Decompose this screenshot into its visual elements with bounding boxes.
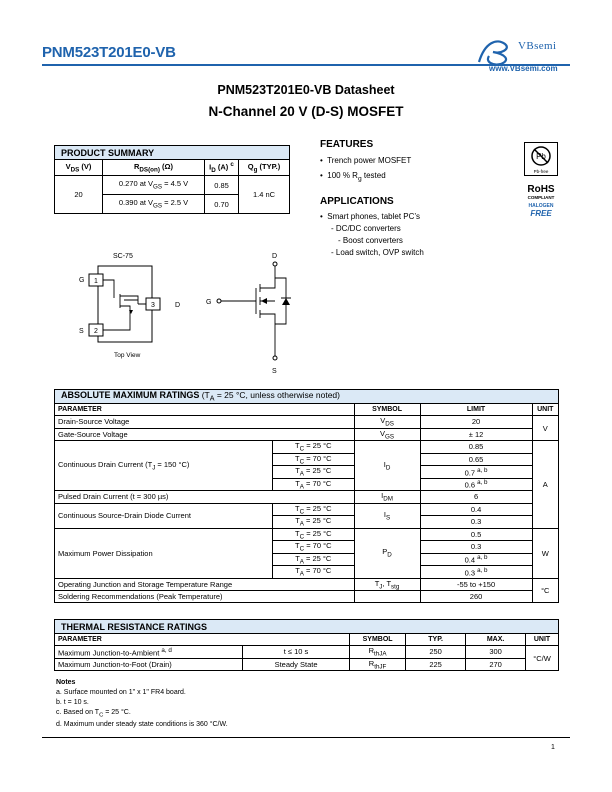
row-condition: $T_C = 70$ °C [273, 453, 355, 466]
row-value: 0.3 [420, 516, 532, 529]
features-heading: FEATURES [320, 139, 374, 150]
application-item: - Load switch, OVP switch [331, 248, 424, 257]
row-condition: $T_C = 25$ °C [273, 503, 355, 516]
row-value: 0.4 [420, 503, 532, 516]
row-label: Drain-Source Voltage [55, 416, 355, 429]
feature-item: • Trench power MOSFET [320, 156, 412, 165]
col-symbol: SYMBOL [354, 404, 420, 416]
svg-text:G: G [79, 277, 85, 284]
row-unit: W [532, 528, 558, 578]
row-unit: °C/W [526, 646, 559, 671]
svg-text:2: 2 [94, 328, 98, 335]
thermal-resistance-table [54, 619, 559, 671]
footer-rule [42, 737, 570, 738]
row-value: 0.7 $^{a, b}$ [420, 466, 532, 479]
svg-text:SC-75: SC-75 [113, 253, 133, 260]
row-condition: $T_A = 70$ °C [273, 566, 355, 579]
free-label: FREE [530, 209, 552, 218]
note-d: d. Maximum under steady state conditions is 360 °C/W. [56, 721, 228, 729]
svg-text:Pb-free: Pb-free [533, 169, 549, 174]
thr-title: THERMAL RESISTANCE RATINGS [55, 620, 559, 634]
website-link[interactable]: www.VBsemi.com [489, 64, 558, 73]
row-condition: $T_A = 25$ °C [273, 516, 355, 529]
row-typ: 250 [406, 646, 466, 659]
col-unit: UNIT [526, 634, 559, 646]
row-unit: A [532, 441, 558, 529]
row-value: 0.3 [420, 541, 532, 554]
col-vds: $V_{DS}$ (V) [55, 160, 103, 176]
row-max: 270 [466, 658, 526, 671]
row-symbol: $T_J$, $T_{stg}$ [354, 578, 420, 591]
row-value: 0.65 [420, 453, 532, 466]
row-label: Maximum Junction-to-Foot (Drain) [55, 658, 243, 671]
mosfet-schematic [204, 248, 304, 376]
row-label: Pulsed Drain Current (t = 300 µs) [55, 491, 355, 504]
col-max: MAX. [466, 634, 526, 646]
row-condition: $T_C = 25$ °C [273, 528, 355, 541]
col-typ: TYP. [406, 634, 466, 646]
absolute-maximum-ratings-table [54, 389, 559, 603]
row-label: Continuous Drain Current ($T_J = 150$ °C) [55, 441, 273, 491]
row-condition: $T_A = 70$ °C [273, 478, 355, 491]
row-value: 0.5 [420, 528, 532, 541]
row-value: ± 12 [420, 428, 532, 441]
svg-text:Pb: Pb [536, 152, 546, 161]
notes-section [56, 678, 228, 730]
row-value: 0.3 $^{a, b}$ [420, 566, 532, 579]
col-symbol: SYMBOL [350, 634, 406, 646]
rohs-badge [524, 142, 558, 218]
row-value: 0.6 $^{a, b}$ [420, 478, 532, 491]
svg-text:D: D [175, 302, 181, 309]
rds-row2: 0.390 at $V_{GS} = 2.5$ V [103, 195, 205, 214]
row-condition: $T_A = 25$ °C [273, 553, 355, 566]
svg-text:D: D [272, 253, 278, 260]
row-label: Maximum Junction-to-Ambient $^{a, d}$ [55, 646, 243, 659]
col-rds: $R_{DS(on)}$ (Ω) [103, 160, 205, 176]
note-c: c. Based on $T_C = 25$ °C. [56, 709, 131, 719]
rohs-label: RoHS [527, 184, 555, 195]
row-condition: $T_C = 70$ °C [273, 541, 355, 554]
page-number: 1 [551, 744, 555, 751]
svg-text:Top View: Top View [114, 352, 141, 359]
svg-text:1: 1 [94, 278, 98, 285]
datasheet-title: PNM523T201E0-VB Datasheet [217, 83, 395, 97]
row-value: 0.4 $^{a, b}$ [420, 553, 532, 566]
row-label: Continuous Source-Drain Diode Current [55, 503, 273, 528]
row-max: 300 [466, 646, 526, 659]
row-condition: Steady State [243, 658, 350, 671]
svg-text:G: G [206, 299, 212, 306]
pb-free-icon [524, 142, 558, 176]
row-label: Maximum Power Dissipation [55, 528, 273, 578]
row-label: Gate-Source Voltage [55, 428, 355, 441]
svg-text:3: 3 [151, 302, 155, 309]
row-value: 0.85 [420, 441, 532, 454]
row-symbol [354, 591, 420, 603]
row-symbol: $I_D$ [354, 441, 420, 491]
col-id: $I_D$ (A) $^c$ [205, 160, 239, 176]
row-value: 20 [420, 416, 532, 429]
row-condition: $T_C = 25$ °C [273, 441, 355, 454]
row-symbol: $V_{GS}$ [354, 428, 420, 441]
id-row2: 0.70 [205, 195, 239, 214]
application-item: - Boost converters [338, 236, 403, 245]
note-a: a. Surface mounted on 1" x 1" FR4 board. [56, 689, 186, 696]
notes-heading: Notes [56, 679, 76, 686]
note-b: b. t = 10 s. [56, 699, 89, 706]
device-subtitle: N-Channel 20 V (D-S) MOSFET [208, 104, 404, 119]
product-summary-table [54, 145, 290, 214]
row-condition: t ≤ 10 s [243, 646, 350, 659]
row-unit: V [532, 416, 558, 441]
row-unit: °C [532, 578, 558, 603]
logo-text: VBsemi [518, 40, 557, 52]
col-limit: LIMIT [420, 404, 532, 416]
row-typ: 225 [406, 658, 466, 671]
halogen-label: HALOGEN [528, 203, 554, 209]
row-value: 6 [420, 491, 532, 504]
amr-title: ABSOLUTE MAXIMUM RATINGS ($T_A = 25$ °C, unless otherwise noted) [55, 390, 559, 404]
col-unit: UNIT [532, 404, 558, 416]
row-symbol: $I_{DM}$ [354, 491, 420, 504]
vds-value: 20 [55, 176, 103, 214]
svg-text:S: S [79, 328, 84, 335]
row-symbol: $I_S$ [354, 503, 420, 528]
part-number-header: PNM523T201E0-VB [42, 44, 176, 61]
col-parameter: PARAMETER [55, 404, 355, 416]
row-value: 260 [420, 591, 532, 603]
row-condition: $T_A = 25$ °C [273, 466, 355, 479]
rds-row1: 0.270 at $V_{GS} = 4.5$ V [103, 176, 205, 195]
row-symbol: $R_{thJF}$ [350, 658, 406, 671]
id-row1: 0.85 [205, 176, 239, 195]
compliant-label: COMPLIANT [527, 195, 555, 200]
application-item: • Smart phones, tablet PC’s [320, 212, 421, 221]
product-summary-title: PRODUCT SUMMARY [55, 146, 290, 160]
row-symbol: $V_{DS}$ [354, 416, 420, 429]
row-value: -55 to +150 [420, 578, 532, 591]
qg-value: 1.4 nC [239, 176, 290, 214]
row-label: Operating Junction and Storage Temperature Range [55, 578, 355, 591]
row-symbol: $P_D$ [354, 528, 420, 578]
svg-text:S: S [272, 368, 277, 375]
col-parameter: PARAMETER [55, 634, 350, 646]
package-diagram [76, 246, 186, 362]
feature-item: • 100 % $R_g$ tested [320, 171, 386, 183]
row-label: Soldering Recommendations (Peak Temperature) [55, 591, 355, 603]
col-qg: $Q_g$ (TYP.) [239, 160, 290, 176]
application-item: - DC/DC converters [331, 224, 401, 233]
row-symbol: $R_{thJA}$ [350, 646, 406, 659]
applications-heading: APPLICATIONS [320, 196, 394, 207]
